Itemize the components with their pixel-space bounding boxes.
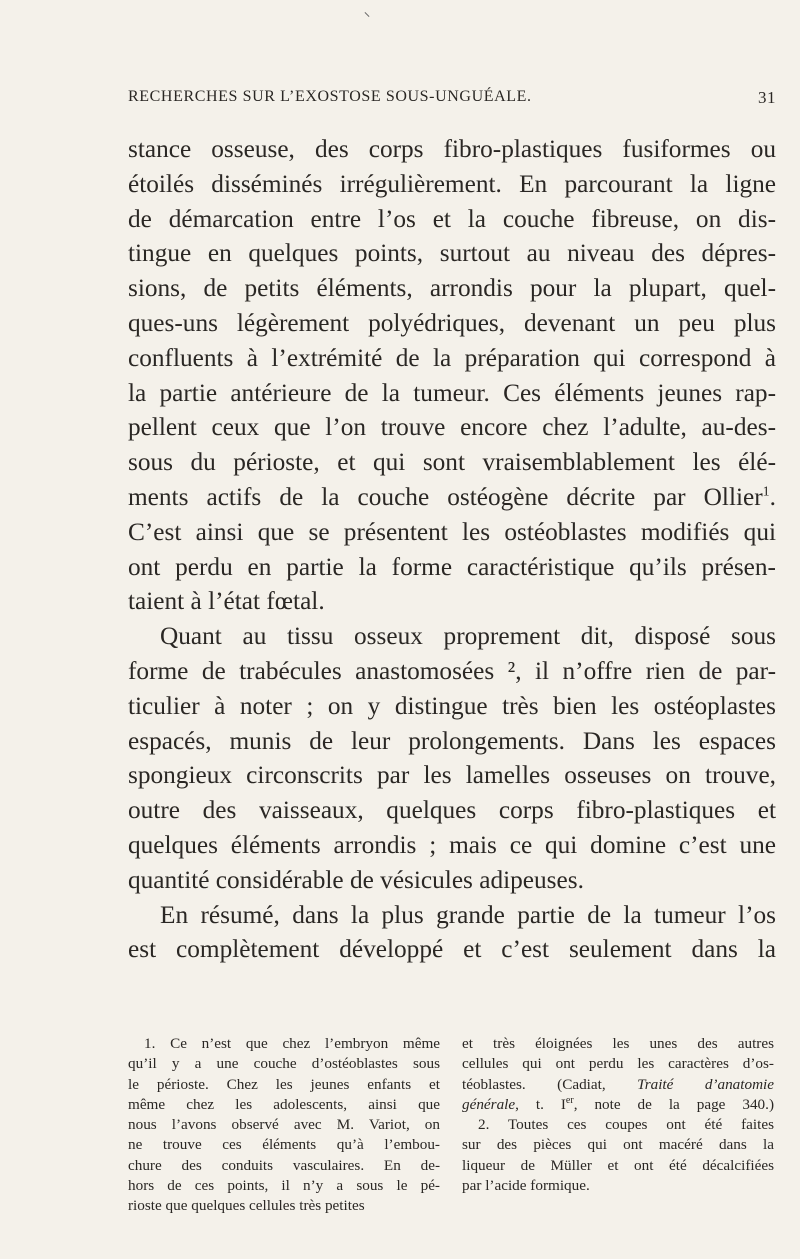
body-line: ont perdu en partie la forme caractéristique qu’ils présen- (128, 552, 776, 581)
body-line: de démarcation entre l’os et la couche fibreuse, on dis- (128, 204, 776, 233)
running-head (128, 88, 776, 110)
body-line: ques-uns légèrement polyédriques, devenant un peu plus (128, 308, 776, 337)
footnote-line: chure des conduits vasculaires. En de- (128, 1156, 440, 1174)
footnote-text: , t. I (515, 1095, 566, 1113)
book-title: générale (462, 1095, 516, 1113)
footnote-line: le périoste. Chez les jeunes enfants et (128, 1075, 440, 1093)
body-line: tingue en quelques points, surtout au niveau des dépres- (128, 239, 776, 268)
footnote-column-left (128, 1034, 440, 1217)
body-line: quantité considérable de vésicules adipeuses. (128, 865, 584, 894)
body-line: spongieux circonscrits par les lamelles osseuses on trouve, (128, 761, 776, 790)
body-line: sous du périoste, et qui sont vraisemblablement les élé- (128, 448, 776, 477)
body-line: outre des vaisseaux, quelques corps fibro-plastiques et (128, 796, 776, 825)
running-title: RECHERCHES SUR L’EXOSTOSE SOUS-UNGUÉALE. (128, 88, 532, 105)
footnote-line: 2. Toutes ces coupes ont été faites (478, 1116, 774, 1134)
footnote-line: sur des pièces qui ont macéré dans la (462, 1136, 774, 1154)
body-line: espacés, munis de leur prolongements. Dans les espaces (128, 726, 776, 755)
body-line: Quant au tissu osseux proprement dit, disposé sous (160, 622, 776, 651)
footnote-line (462, 1075, 774, 1095)
body-line: forme de trabécules anastomosées ², il n’offre rien de par- (128, 656, 776, 685)
body-line: confluents à l’extrémité de la préparation qui correspond à (128, 343, 776, 372)
body-text (128, 132, 776, 967)
footnote-line: cellules qui ont perdu les caractères d’os- (462, 1055, 774, 1073)
footnote-line: nous l’avons observé avec M. Variot, on (128, 1116, 440, 1134)
footnote-line (462, 1095, 774, 1115)
body-line: quelques éléments arrondis ; mais ce qui domine c’est une (128, 830, 776, 859)
footnote-line: ne trouve ces éléments qu’à l’embou- (128, 1136, 440, 1154)
superscript: er (565, 1094, 574, 1106)
body-line: taient à l’état fœtal. (128, 587, 325, 616)
body-line: est complètement développé et c’est seulement dans la (128, 935, 776, 964)
body-line-text: ments actifs de la couche ostéogène décrite par Ollier (128, 482, 763, 511)
footnote-text: , note de la page 340.) (573, 1095, 775, 1113)
page-number: 31 (758, 88, 776, 107)
footnote-ref: 1 (762, 484, 770, 500)
body-line-with-footnote (128, 480, 776, 515)
body-line: En résumé, dans la plus grande partie de la tumeur l’os (160, 900, 776, 929)
body-line: ticulier à noter ; on y distingue très bien les ostéoplastes (128, 691, 776, 720)
footnote-text: téoblastes. (Cadiat, (462, 1075, 638, 1093)
footnote-column-right (462, 1034, 774, 1196)
body-line: pellent ceux que l’on trouve encore chez l’adulte, au-des- (128, 413, 776, 442)
footnote-line: même chez les adolescents, ainsi que (128, 1095, 440, 1113)
footnote-line: hors de ces points, il n’y a sous le pé- (128, 1177, 440, 1195)
body-line: stance osseuse, des corps fibro-plastiques fusiformes ou (128, 135, 776, 163)
book-title: Traité d’anatomie (637, 1075, 775, 1093)
footnote-line: rioste que quelques cellules très petites (128, 1197, 365, 1215)
footnote-line: qu’il y a une couche d’ostéoblastes sous (128, 1055, 440, 1073)
body-line: sions, de petits éléments, arrondis pour la plupart, quel- (128, 274, 776, 303)
footnote-line: par l’acide formique. (462, 1177, 590, 1195)
stray-mark (365, 12, 370, 17)
body-line: la partie antérieure de la tumeur. Ces éléments jeunes rap- (128, 378, 776, 407)
footnote-line: liqueur de Müller et ont été décalcifiées (462, 1156, 774, 1174)
body-line: étoilés disséminés irrégulièrement. En parcourant la ligne (128, 169, 776, 198)
footnote-ref-suffix: . (769, 482, 776, 511)
footnote-line: 1. Ce n’est que chez l’embryon même (144, 1035, 440, 1052)
body-line: C’est ainsi que se présentent les ostéoblastes modifiés qui (128, 517, 776, 546)
footnote-line: et très éloignées les unes des autres (462, 1035, 774, 1052)
